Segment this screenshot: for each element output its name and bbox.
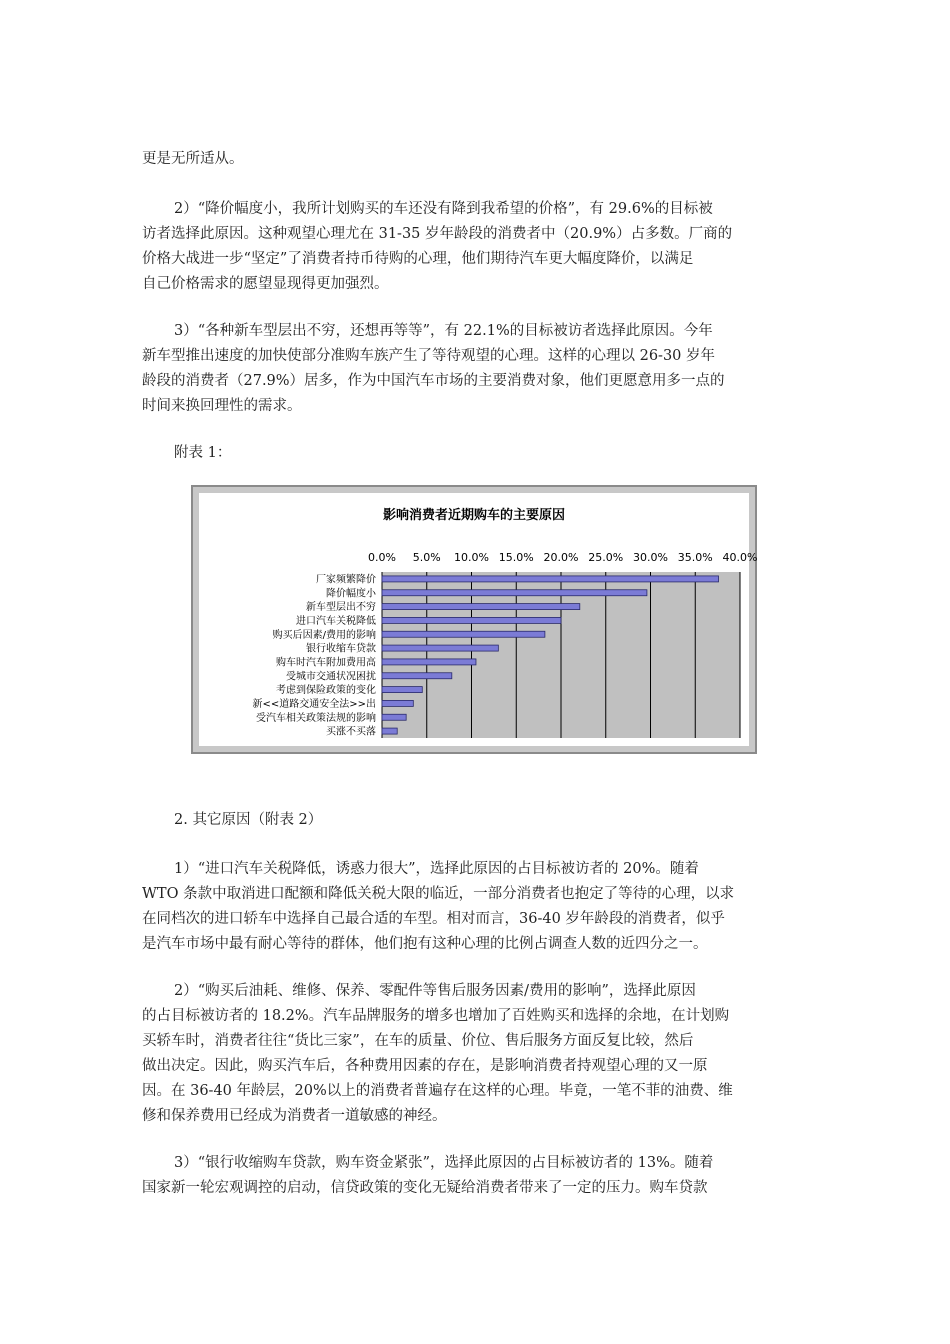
text-line: 国家新一轮宏观调控的启动，信贷政策的变化无疑给消费者带来了一定的压力。购车贷款 <box>142 1180 708 1196</box>
text-line: 时间来换回理性的需求。 <box>142 398 302 414</box>
category-label: 受城市交通状况困扰 <box>286 671 376 683</box>
bar <box>382 590 647 596</box>
axis-tick-label: 30.0% <box>633 551 668 564</box>
category-label: 购车时汽车附加费用高 <box>276 657 376 669</box>
bar <box>382 700 413 706</box>
category-label: 考虑到保险政策的变化 <box>276 685 376 697</box>
category-label: 新车型层出不穷 <box>306 602 376 614</box>
text-line: 访者选择此原因。这种观望心理尤在 31-35 岁年龄段的消费者中（20.9%）占多数。厂商的 <box>142 226 733 242</box>
axis-tick-label: 20.0% <box>543 551 579 564</box>
text-line: 价格大战进一步“坚定”了消费者持币待购的心理，他们期待汽车更大幅度降价，以满足 <box>142 251 694 267</box>
axis-tick-label: 40.0% <box>722 551 758 564</box>
text-line: 2）“降价幅度小，我所计划购买的车还没有降到我希望的价格”，有 29.6%的目标被 <box>174 201 713 217</box>
category-label: 进口汽车关税降低 <box>296 615 376 627</box>
axis-tick-label: 10.0% <box>454 551 489 564</box>
text-line: 是汽车市场中最有耐心等待的群体，他们抱有这种心理的比例占调查人数的近四分之一。 <box>142 936 708 952</box>
axis-tick-label: 25.0% <box>588 551 624 564</box>
axis-tick-label: 5.0% <box>412 551 441 564</box>
text-line: 2. 其它原因（附表 2） <box>174 812 323 828</box>
bar <box>382 728 397 734</box>
category-label: 厂家频繁降价 <box>316 574 376 586</box>
text-line: 的占目标被访者的 18.2%。汽车品牌服务的增多也增加了百姓购买和选择的余地，在计划购 <box>142 1008 730 1024</box>
paragraph-other-2 <box>142 979 810 1129</box>
bar-chart <box>191 485 757 754</box>
bar <box>382 576 719 582</box>
text-line: 新车型推出速度的加快使部分准购车族产生了等待观望的心理。这样的心理以 26-30 岁年 <box>142 348 716 364</box>
paragraph-other-3 <box>142 1151 810 1201</box>
section-heading <box>142 808 810 833</box>
text-line: 自己价格需求的愿望显现得更加强烈。 <box>142 276 389 292</box>
axis-tick-label: 35.0% <box>677 551 713 564</box>
bar <box>382 631 545 637</box>
chart-area <box>199 493 758 746</box>
text-line: 3）“各种新车型层出不穷，还想再等等”，有 22.1%的目标被访者选择此原因。今年 <box>174 323 713 339</box>
text-line: 2）“购买后油耗、维修、保养、零配件等售后服务因素/费用的影响”，选择此原因 <box>174 983 696 999</box>
chart-title: 影响消费者近期购车的主要原因 <box>382 508 566 523</box>
text-line: 做出决定。因此，购买汽车后，各种费用因素的存在，是影响消费者持观望心理的又一原 <box>142 1058 708 1074</box>
text-line: 因。在 36-40 年龄层，20%以上的消费者普遍存在这样的心理。毕竟，一笔不菲的油费、维 <box>142 1083 733 1099</box>
category-label: 新<<道路交通安全法>>出 <box>252 698 376 710</box>
paragraph-reason-2 <box>142 197 810 297</box>
text-line: 更是无所适从。 <box>142 151 244 167</box>
text-line: 附表 1： <box>174 445 232 461</box>
bar <box>382 687 422 693</box>
category-label: 银行收缩车贷款 <box>306 643 376 655</box>
paragraph-reason-3 <box>142 319 810 419</box>
chart-svg <box>199 493 758 746</box>
text-line: 在同档次的进口轿车中选择自己最合适的车型。相对而言，36-40 岁年龄段的消费者，似乎 <box>142 911 725 927</box>
text-line: WTO 条款中取消进口配额和降低关税大限的临近，一部分消费者也抱定了等待的心理，以求 <box>142 886 735 902</box>
category-label: 买涨不买落 <box>326 726 376 738</box>
category-label: 受汽车相关政策法规的影响 <box>256 712 376 724</box>
category-label: 降价幅度小 <box>326 588 376 600</box>
bar <box>382 604 580 610</box>
text-line: 1）“进口汽车关税降低，诱惑力很大”，选择此原因的占目标被访者的 20%。随着 <box>174 861 699 877</box>
bar <box>382 659 476 665</box>
paragraph-other-1 <box>142 857 810 957</box>
text-line: 买轿车时，消费者往往“货比三家”，在车的质量、价位、售后服务方面反复比较，然后 <box>142 1033 694 1049</box>
bar <box>382 645 498 651</box>
bar <box>382 673 452 679</box>
text-line: 3）“银行收缩购车贷款，购车资金紧张”，选择此原因的占目标被访者的 13%。随着 <box>174 1155 714 1171</box>
bar <box>382 617 561 623</box>
text-line: 龄段的消费者（27.9%）居多，作为中国汽车市场的主要消费对象，他们更愿意用多一点的 <box>142 373 725 389</box>
paragraph-continuation <box>142 147 810 172</box>
axis-tick-label: 15.0% <box>498 551 534 564</box>
axis-tick-label: 0.0% <box>368 551 396 564</box>
category-label: 购买后因素/费用的影响 <box>272 629 376 641</box>
bar <box>382 714 406 720</box>
text-line: 修和保养费用已经成为消费者一道敏感的神经。 <box>142 1108 447 1124</box>
table-caption <box>142 441 810 466</box>
